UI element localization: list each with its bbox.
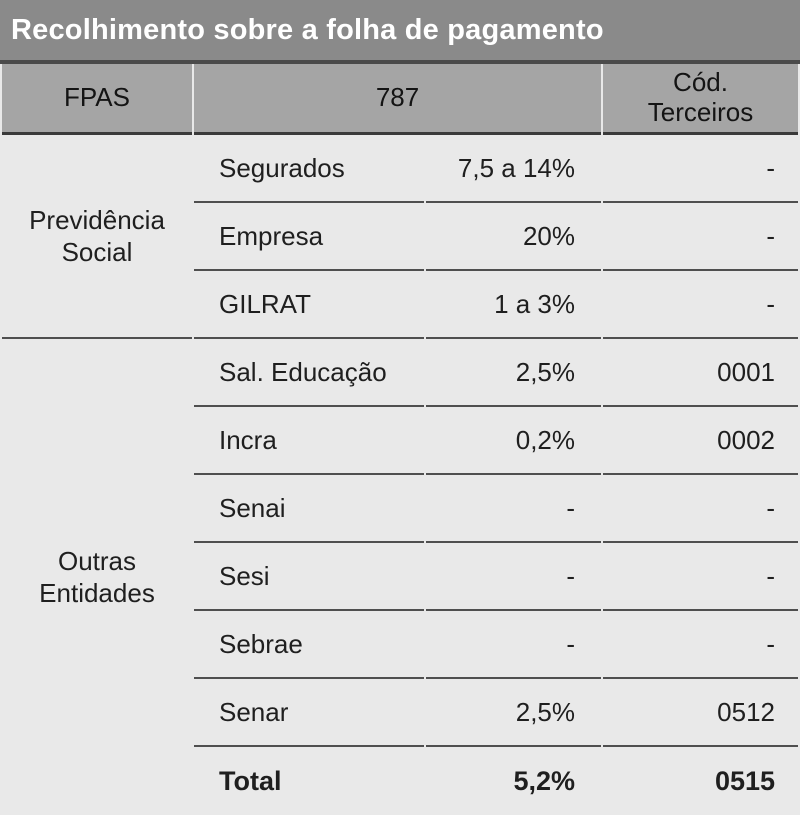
group-label-line2: Social (61, 237, 133, 267)
row-item-code: - (603, 271, 798, 339)
row-item-value: 0,2% (426, 407, 601, 475)
group-label-line1: Previdência (29, 204, 165, 235)
row-item-code: - (603, 135, 798, 203)
row-item-value: - (426, 543, 601, 611)
header-fpas: FPAS (2, 64, 192, 135)
row-item-value: 7,5 a 14% (426, 135, 601, 203)
row-item-value: 2,5% (426, 339, 601, 407)
row-item-code: 0001 (603, 339, 798, 407)
total-value: 5,2% (513, 765, 576, 796)
total-label: Total (219, 765, 282, 796)
header-cod-terceiros-line2: Terceiros (647, 97, 754, 127)
row-item-name: Sal. Educação (194, 339, 424, 407)
table-row (2, 135, 798, 203)
header-row (2, 64, 798, 135)
row-item-code: 0002 (603, 407, 798, 475)
group-label-previdencia-social (2, 135, 192, 339)
row-item-name: Senar (194, 679, 424, 747)
row-item-code: 0512 (603, 679, 798, 747)
row-item-name: Sesi (194, 543, 424, 611)
row-item-name: Sebrae (194, 611, 424, 679)
row-item-code: - (603, 475, 798, 543)
group-label-outras-entidades (2, 339, 192, 815)
row-item-code: - (603, 611, 798, 679)
row-item-code: - (603, 543, 798, 611)
table-title: Recolhimento sobre a folha de pagamento (11, 13, 604, 46)
row-item-value: 2,5% (426, 679, 601, 747)
row-item-value: 20% (426, 203, 601, 271)
group-label-line1: Outras (57, 545, 137, 576)
header-fpas-code: 787 (194, 64, 601, 135)
table-row (2, 339, 798, 407)
row-item-code: - (603, 203, 798, 271)
group-label-line2: Entidades (39, 578, 155, 608)
row-item-value: 1 a 3% (426, 271, 601, 339)
row-item-name: Empresa (194, 203, 424, 271)
row-item-name: GILRAT (194, 271, 424, 339)
row-item-name: Senai (194, 475, 424, 543)
fpas-table (0, 64, 800, 815)
table-title-bar (0, 0, 800, 64)
row-item-value: - (426, 611, 601, 679)
row-item-value: - (426, 475, 601, 543)
row-item-name: Segurados (194, 135, 424, 203)
total-code: 0515 (714, 765, 776, 796)
header-cod-terceiros-line1: Cód. (673, 67, 728, 98)
header-cod-terceiros (603, 64, 798, 135)
row-item-name: Incra (194, 407, 424, 475)
